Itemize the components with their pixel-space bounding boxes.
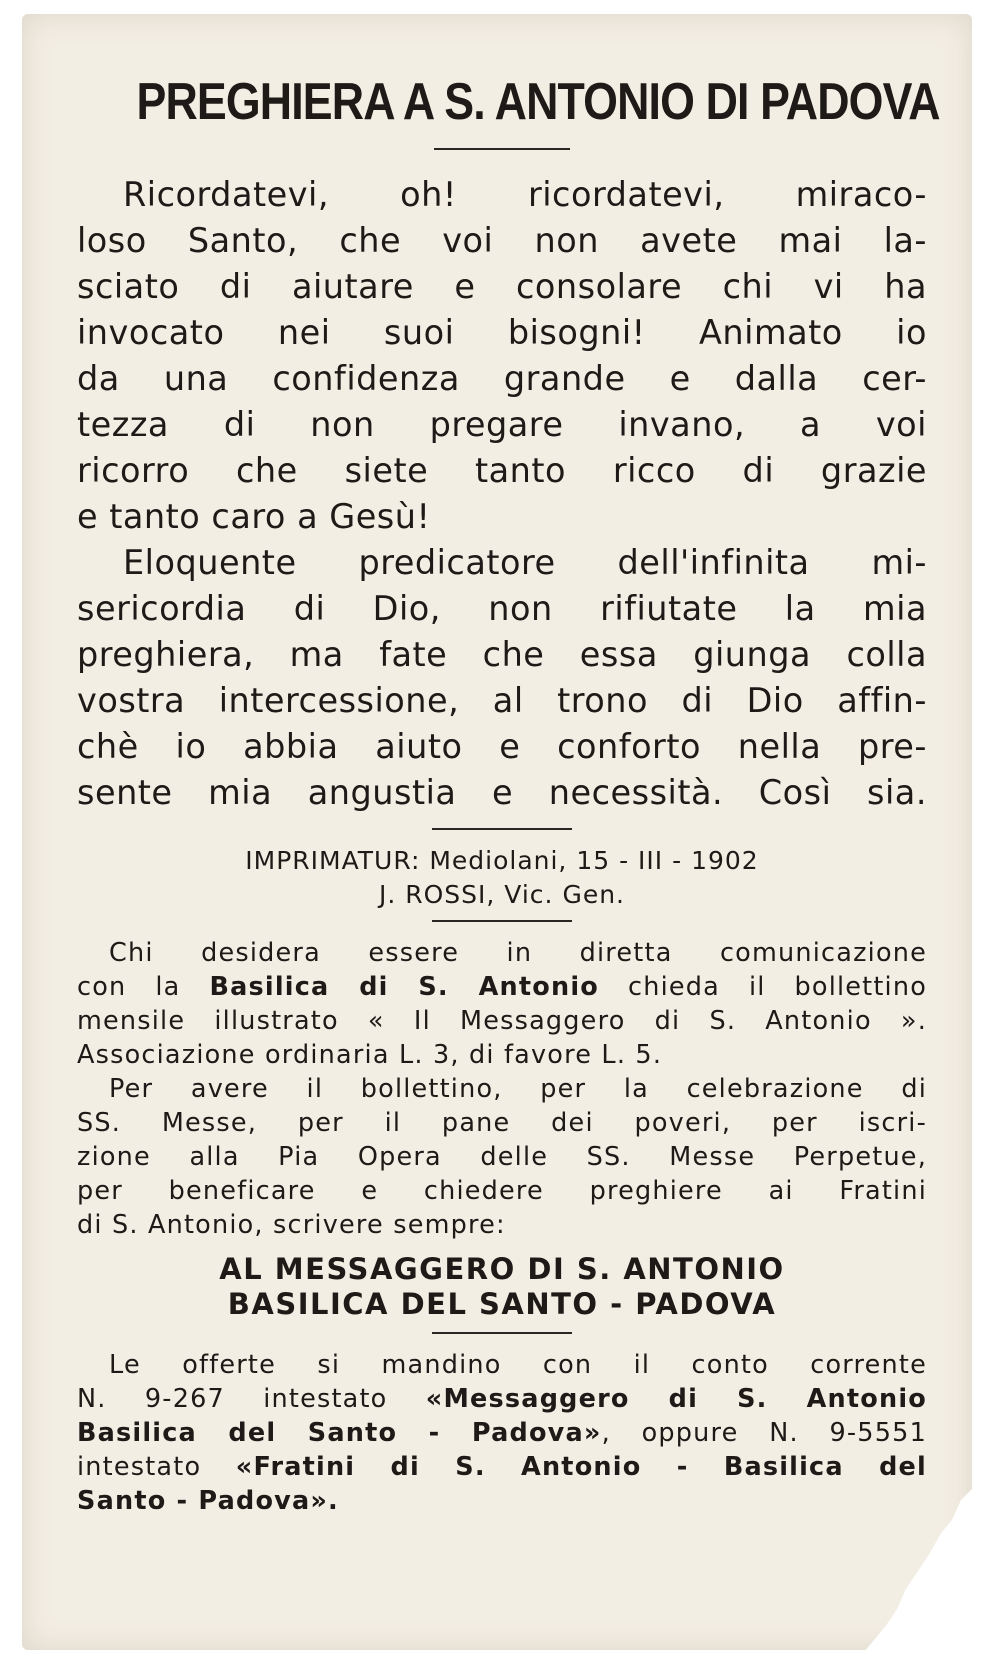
prayer-line: invocato nei suoi bisogni! Animato io xyxy=(77,313,927,352)
info-line: Associazione ordinaria L. 3, di favore L. 5. xyxy=(77,1040,663,1070)
prayer-card xyxy=(22,14,972,1650)
account-holder: «Fratini di S. Antonio - Basilica del xyxy=(235,1452,927,1482)
divider xyxy=(432,1332,572,1334)
info-line: per beneficare e chiedere preghiere ai Fratini xyxy=(77,1176,927,1206)
prayer-line: e tanto caro a Gesù! xyxy=(77,497,431,536)
prayer-line: preghiera, ma fate che essa giunga colla xyxy=(77,635,927,674)
info-line xyxy=(77,970,927,1004)
info-line: zione alla Pia Opera delle SS. Messe Perpetue, xyxy=(77,1142,927,1172)
address-line: AL MESSAGGERO DI S. ANTONIO xyxy=(219,1252,785,1286)
offers-line xyxy=(77,1450,927,1484)
account-holder: Basilica del Santo - Padova» xyxy=(77,1418,602,1448)
prayer-line: tezza di non pregare invano, a voi xyxy=(77,405,927,444)
info-line: SS. Messe, per il pane dei poveri, per iscri- xyxy=(77,1108,927,1138)
info-line: Per avere il bollettino, per la celebrazione di xyxy=(109,1074,927,1104)
offers-text: N. 9-267 intestato xyxy=(77,1384,426,1414)
info-line: di S. Antonio, scrivere sempre: xyxy=(77,1210,506,1240)
prayer-line: sciato di aiutare e consolare chi vi ha xyxy=(77,267,927,306)
prayer-line: vostra intercessione, al trono di Dio affin- xyxy=(77,681,927,720)
address-line: BASILICA DEL SANTO - PADOVA xyxy=(227,1287,777,1321)
prayer-line: Ricordatevi, oh! ricordatevi, miraco- xyxy=(123,175,927,214)
prayer-text xyxy=(77,172,927,816)
info-paragraph-contact xyxy=(77,1072,927,1242)
offers-line xyxy=(77,1484,927,1518)
card-content xyxy=(77,54,940,1518)
divider xyxy=(432,920,572,922)
imprimatur-line: IMPRIMATUR: Mediolani, 15 - III - 1902 xyxy=(245,846,759,875)
prayer-line: sente mia angustia e necessità. Così sia. xyxy=(77,773,927,812)
offers-line xyxy=(77,1382,927,1416)
page-title: PREGHIERA A S. ANTONIO DI PADOVA xyxy=(136,73,940,131)
info-line: mensile illustrato « Il Messaggero di S. Antonio ». xyxy=(77,1006,927,1036)
account-holder: «Messaggero di S. Antonio xyxy=(425,1384,928,1414)
info-line: Chi desidera essere in diretta comunicazione xyxy=(109,938,927,968)
info-text: chieda il bollettino xyxy=(599,972,927,1002)
offers-line xyxy=(77,1416,927,1450)
prayer-line: ricorro che siete tanto ricco di grazie xyxy=(77,451,927,490)
divider xyxy=(434,148,570,150)
info-paragraph-subscription xyxy=(77,936,927,1072)
info-text: con la xyxy=(77,972,210,1002)
divider xyxy=(432,828,572,830)
account-holder: Santo - Padova». xyxy=(77,1486,339,1516)
prayer-line: chè io abbia aiuto e conforto nella pre- xyxy=(77,727,927,766)
basilica-name: Basilica di S. Antonio xyxy=(209,972,599,1002)
offers-line: Le offerte si mandino con il conto corrente xyxy=(109,1350,927,1380)
offers-paragraph xyxy=(77,1348,927,1518)
offers-text: , oppure N. 9-5551 xyxy=(601,1418,927,1448)
prayer-line: da una confidenza grande e dalla cer- xyxy=(77,359,927,398)
prayer-line: sericordia di Dio, non rifiutate la mia xyxy=(77,589,927,628)
prayer-line: loso Santo, che voi non avete mai la- xyxy=(77,221,927,260)
offers-text: intestato xyxy=(77,1452,236,1482)
prayer-line: Eloquente predicatore dell'infinita mi- xyxy=(123,543,927,582)
imprimatur-signature: J. ROSSI, Vic. Gen. xyxy=(378,880,625,909)
